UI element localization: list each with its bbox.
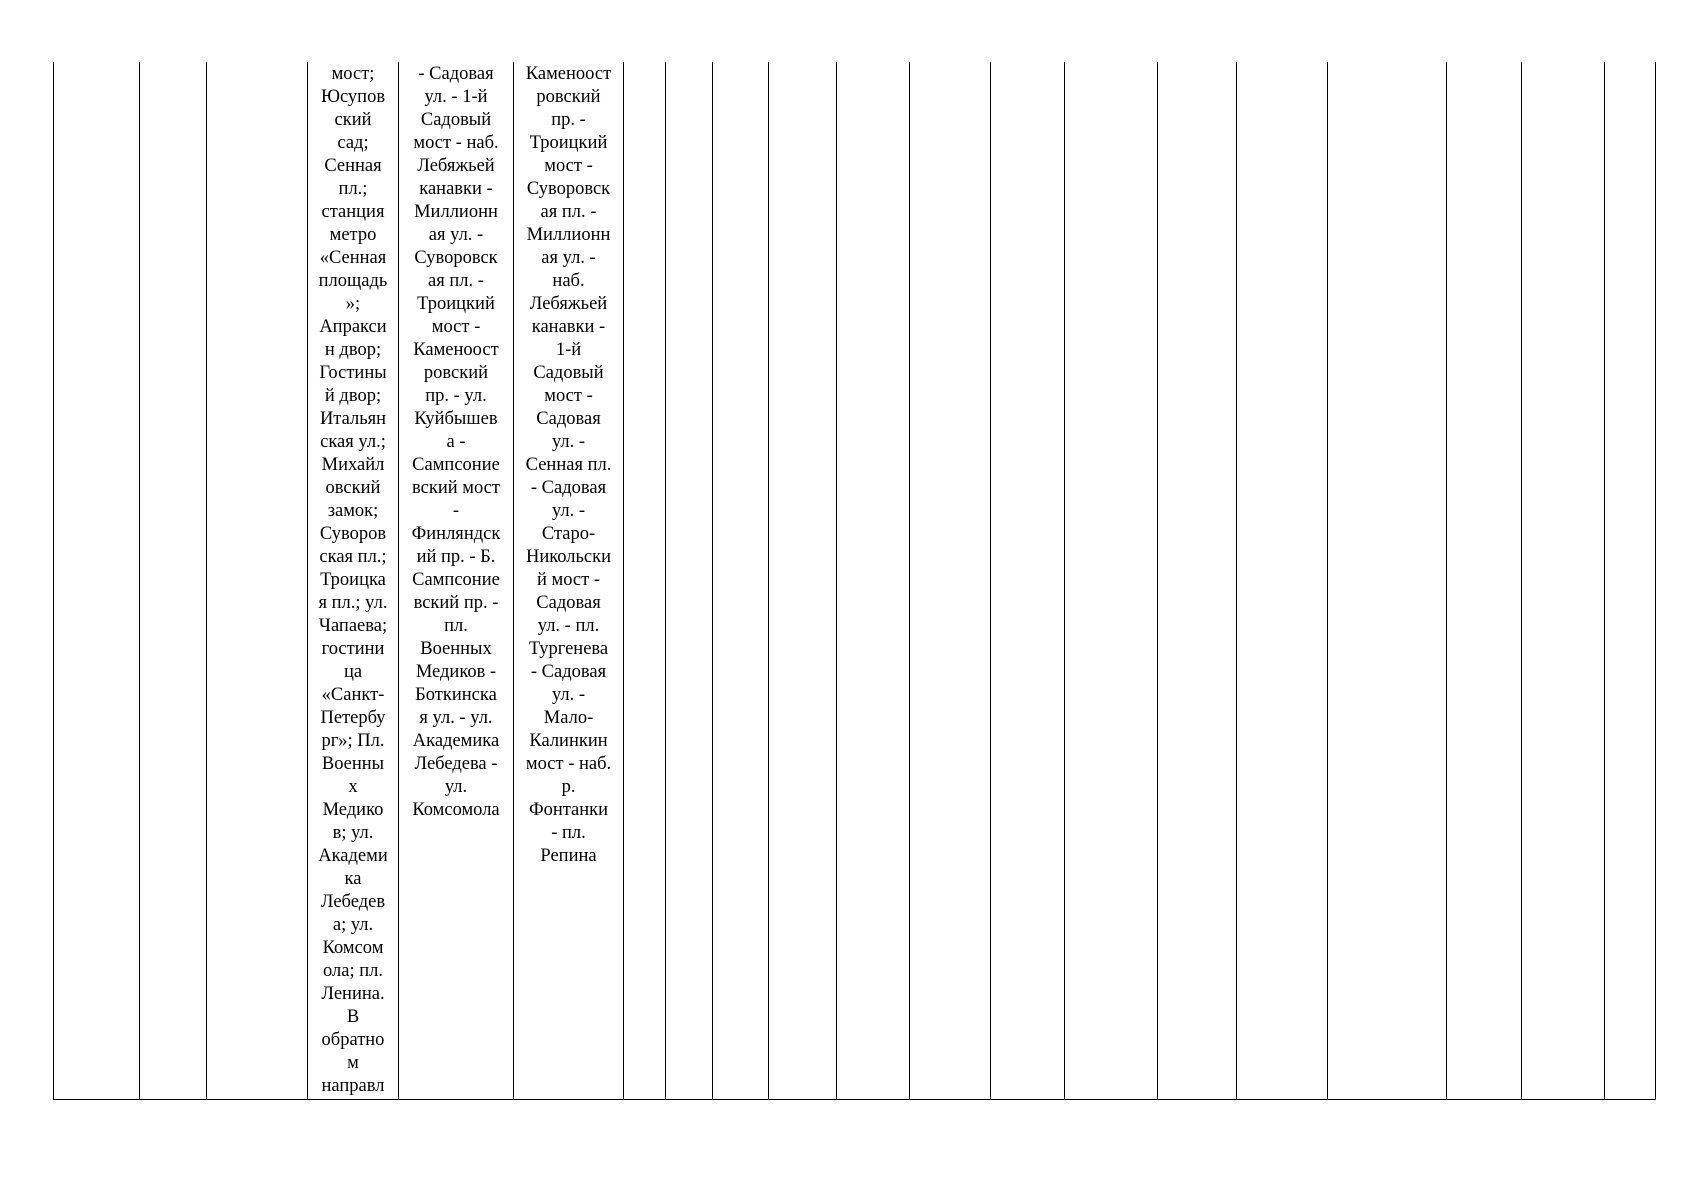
table-cell-10 <box>769 62 837 1100</box>
table-cell-8 <box>666 62 713 1100</box>
table-cell-18 <box>1447 62 1522 1100</box>
table-cell-route-forward: - Садовая ул. - 1-й Садовый мост - наб. Лебяжьей канавки - Миллионн ая ул. - Суворовск ая пл. - Троицкий мост - Каменоост ровский пр. - ул. Куйбышев а - Сампсоние вский мост - Финляндск ий пр. - Б. Сампсоние вский пр. - пл. Военных Медиков - Боткинска я ул. - ул. Академика Лебедева - ул. Комсомола <box>399 62 514 1100</box>
table-cell-14 <box>1065 62 1158 1100</box>
table-cell-7 <box>624 62 666 1100</box>
table-cell-15 <box>1158 62 1237 1100</box>
document-table <box>53 62 1656 1100</box>
table-cell-16 <box>1237 62 1328 1100</box>
table-cell-2 <box>140 62 207 1100</box>
table-cell-12 <box>910 62 991 1100</box>
table-cell-19 <box>1522 62 1605 1100</box>
table-cell-17 <box>1328 62 1447 1100</box>
table-cell-20 <box>1605 62 1656 1100</box>
table-cell-13 <box>991 62 1065 1100</box>
table-cell-11 <box>837 62 910 1100</box>
table-cell-stops: мост; Юсупов ский сад; Сенная пл.; станция метро «Сенная площадь »; Апракси н двор; Гостины й двор; Итальян ская ул.; Михайл овский замок; Суворов ская пл.; Троицка я пл.; ул. Чапаева; гостини ца «Санкт- Петербу рг»; Пл. Военны х Медико в; ул. Академи ка Лебедев а; ул. Комсом ола; пл. Ленина. В обратно м направл <box>308 62 399 1100</box>
table-row <box>54 62 1656 1100</box>
table-cell-route-reverse: Каменоост ровский пр. - Троицкий мост - Суворовск ая пл. - Миллионн ая ул. - наб. Лебяжьей канавки - 1-й Садовый мост - Садовая ул. - Сенная пл. - Садовая ул. - Старо- Никольски й мост - Садовая ул. - пл. Тургенева - Садовая ул. - Мало- Калинкин мост - наб. р. Фонтанки - пл. Репина <box>514 62 624 1100</box>
table-cell-3 <box>207 62 308 1100</box>
table-cell-1 <box>54 62 140 1100</box>
table-cell-9 <box>713 62 769 1100</box>
